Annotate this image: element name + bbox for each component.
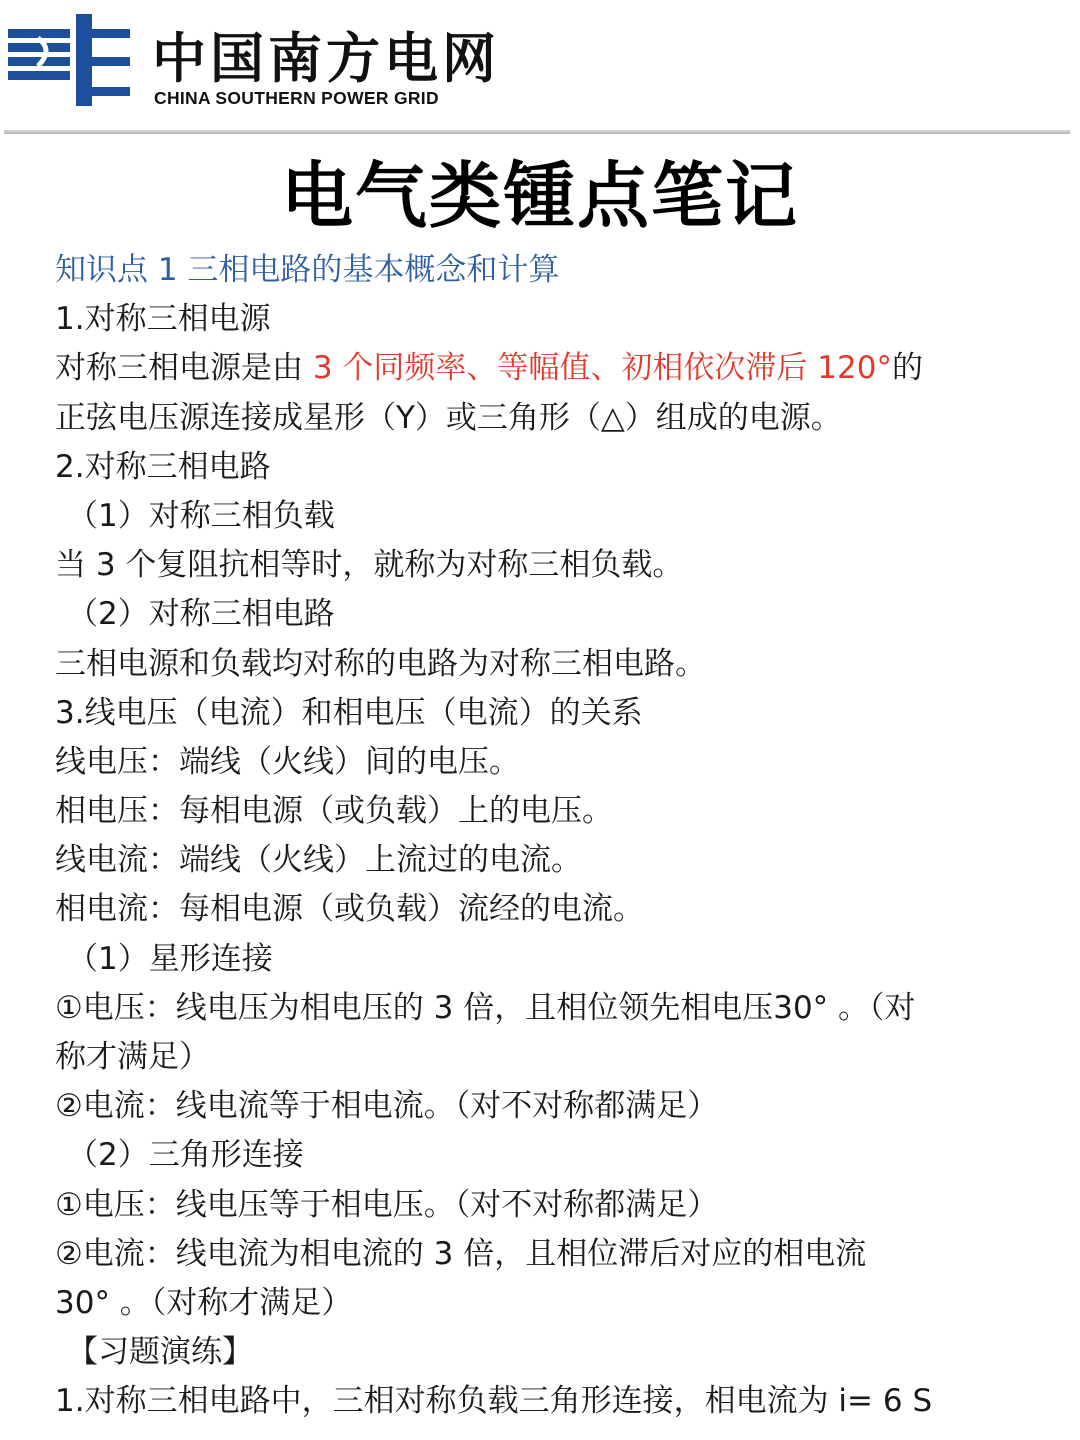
star-voltage-rule: ①电压：线电压为相电压的 3 倍，且相位领先相电压30° 。（对 bbox=[55, 989, 916, 1026]
exercise-heading: 【习题演练】 bbox=[67, 1334, 253, 1371]
paragraph-load-definition: 当 3 个复阻抗相等时，就称为对称三相负载。 bbox=[55, 547, 684, 584]
subheading-delta-connection: （2）三角形连接 bbox=[67, 1137, 304, 1174]
logo-chinese-name: 中国南方电网 bbox=[152, 27, 500, 90]
header bbox=[0, 0, 1080, 135]
star-current-rule: ②电流：线电流等于相电流。（对不对称都满足） bbox=[55, 1088, 719, 1125]
definition-phase-current: 相电流：每相电源（或负载）流经的电流。 bbox=[55, 891, 644, 928]
heading-symmetric-circuit: 2.对称三相电路 bbox=[55, 448, 271, 485]
page-title: 电气类锺点笔记 bbox=[280, 154, 799, 238]
text-segment: 对称三相电源是由 bbox=[55, 350, 313, 387]
heading-symmetric-source: 1.对称三相电源 bbox=[55, 301, 271, 338]
delta-voltage-rule: ①电压：线电压等于相电压。（对不对称都满足） bbox=[55, 1186, 719, 1223]
logo-english-name: CHINA SOUTHERN POWER GRID bbox=[154, 88, 439, 108]
subheading-symmetric-circuit: （2）对称三相电路 bbox=[67, 596, 335, 633]
csg-logo-icon bbox=[8, 14, 130, 106]
paragraph-circuit-definition: 三相电源和负载均对称的电路为对称三相电路。 bbox=[55, 645, 706, 682]
subheading-symmetric-load: （1）对称三相负载 bbox=[67, 497, 335, 534]
star-voltage-rule-cont: 称才满足） bbox=[55, 1039, 210, 1075]
definition-line-current: 线电流：端线（火线）上流过的电流。 bbox=[55, 842, 582, 879]
definition-phase-voltage: 相电压：每相电源（或负载）上的电压。 bbox=[55, 793, 613, 830]
paragraph-source-definition-cont: 正弦电压源连接成星形（Y）或三角形（△）组成的电源。 bbox=[55, 399, 842, 436]
delta-current-rule: ②电流：线电流为相电流的 3 倍，且相位滞后对应的相电流 bbox=[55, 1235, 867, 1272]
exercise-question-1: 1.对称三相电路中，三相对称负载三角形连接，相电流为 i= 6 S bbox=[55, 1383, 933, 1420]
text-segment: 的 bbox=[891, 350, 923, 387]
header-divider bbox=[4, 130, 1070, 134]
subheading-star-connection: （1）星形连接 bbox=[67, 940, 273, 977]
heading-line-phase-relation: 3.线电压（电流）和相电压（电流）的关系 bbox=[55, 694, 643, 731]
delta-current-rule-cont: 30° 。（对称才满足） bbox=[55, 1284, 353, 1321]
definition-line-voltage: 线电压：端线（火线）间的电压。 bbox=[55, 743, 520, 780]
paragraph-source-definition bbox=[55, 344, 1045, 393]
highlight-text: 3 个同频率、等幅值、初相依次滞后 120° bbox=[312, 350, 892, 387]
notes-body bbox=[55, 246, 1045, 1427]
section-heading: 知识点 1 三相电路的基本概念和计算 bbox=[55, 252, 560, 288]
